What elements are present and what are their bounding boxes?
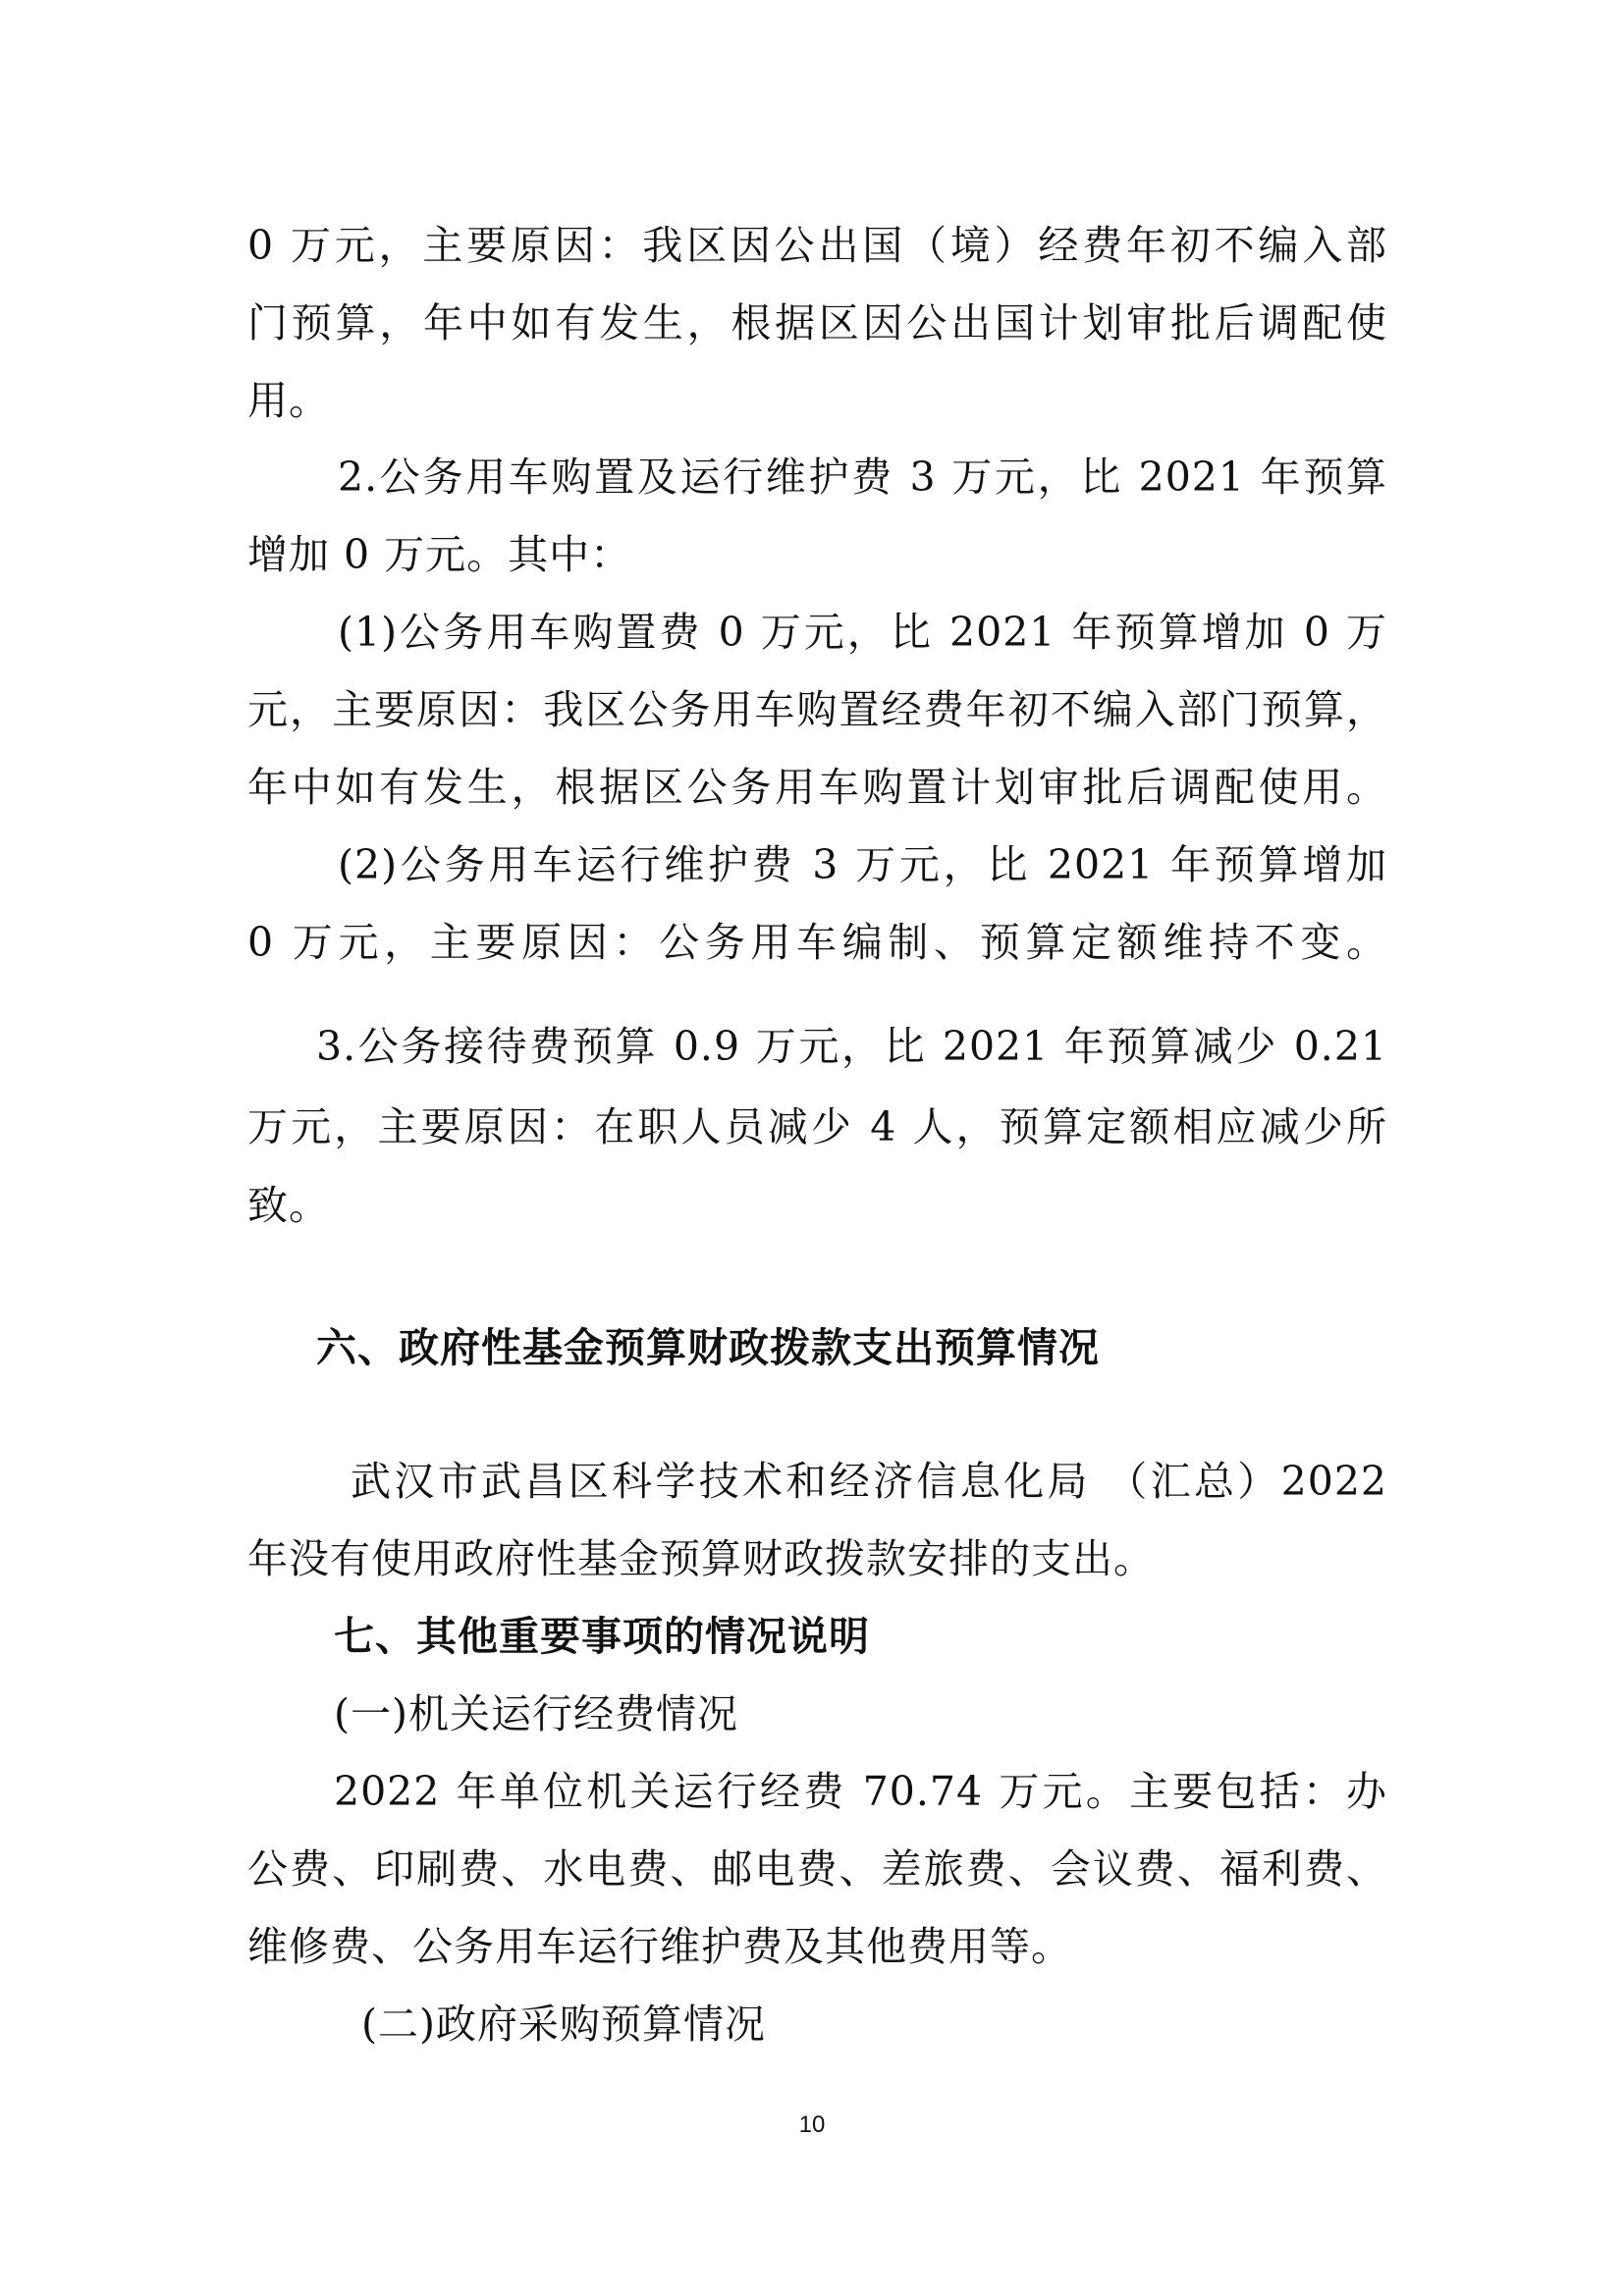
subsection-heading: (二)政府采购预算情况 <box>361 2001 766 2048</box>
section-heading-7: 七、其他重要事项的情况说明 <box>334 1613 870 1660</box>
paragraph-line: (1)公务用车购置费 0 万元，比 2021 年预算增加 0 万 <box>338 609 1387 656</box>
paragraph-line: 2022 年单位机关运行经费 70.74 万元。主要包括：办 <box>334 1768 1387 1815</box>
paragraph-line: (2)公务用车运行维护费 3 万元，比 2021 年预算增加 <box>338 841 1387 888</box>
paragraph-line: 门预算，年中如有发生，根据区因公出国计划审批后调配使 <box>247 299 1387 347</box>
section-heading-6: 六、政府性基金预算财政拨款支出预算情况 <box>316 1324 1100 1371</box>
page-number: 10 <box>798 2111 826 2138</box>
paragraph-line: 武汉市武昌区科学技术和经济信息化局 （汇总）2022 <box>351 1458 1387 1505</box>
subsection-heading: (一)机关运行经费情况 <box>334 1690 738 1737</box>
paragraph-line: 用。 <box>247 377 330 424</box>
paragraph-line: 致。 <box>247 1182 330 1229</box>
paragraph-line: 0 万元，主要原因：公务用车编制、预算定额维持不变。 <box>247 919 1387 966</box>
paragraph-line: 3.公务接待费预算 0.9 万元，比 2021 年预算减少 0.21 <box>316 1023 1387 1070</box>
paragraph-line: 增加 0 万元。其中： <box>247 531 632 578</box>
paragraph-line: 维修费、公务用车运行维护费及其他费用等。 <box>247 1923 1072 1970</box>
paragraph-line: 年没有使用政府性基金预算财政拨款安排的支出。 <box>247 1535 1155 1582</box>
paragraph-line: 0 万元，主要原因：我区因公出国（境）经费年初不编入部 <box>247 222 1387 269</box>
paragraph-line: 万元，主要原因：在职人员减少 4 人，预算定额相应减少所 <box>247 1103 1387 1150</box>
paragraph-line: 公费、印刷费、水电费、邮电费、差旅费、会议费、福利费、 <box>247 1845 1387 1893</box>
paragraph-line: 元，主要原因：我区公务用车购置经费年初不编入部门预算， <box>247 686 1387 733</box>
paragraph-line: 2.公务用车购置及运行维护费 3 万元，比 2021 年预算 <box>338 454 1387 501</box>
paragraph-line: 年中如有发生，根据区公务用车购置计划审批后调配使用。 <box>247 764 1387 811</box>
